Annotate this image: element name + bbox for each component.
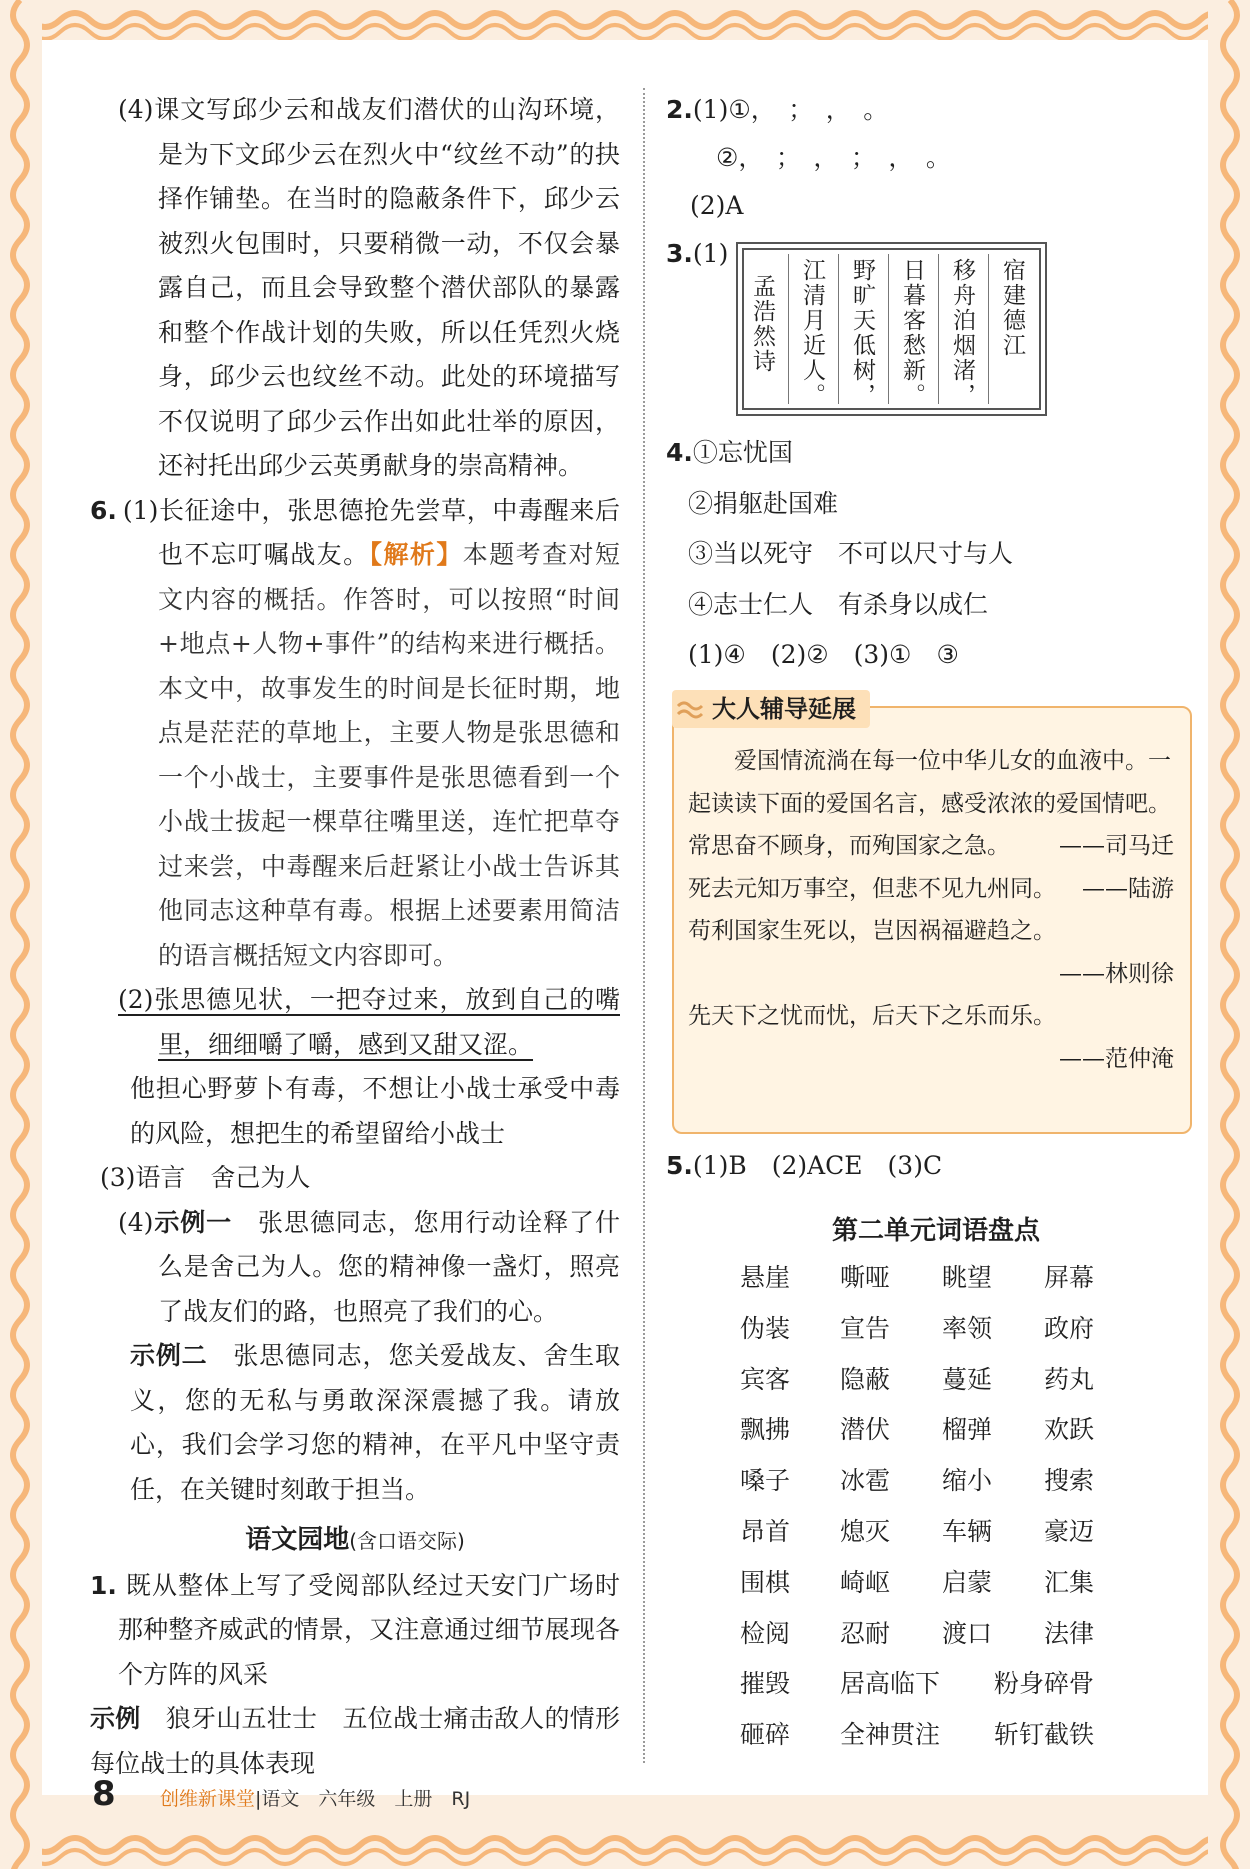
vocab-word: 法律 <box>1044 1618 1095 1648</box>
vocab-word: 悬崖 <box>740 1263 791 1292</box>
analysis-tag: 【解析】 <box>369 540 463 569</box>
column-divider <box>643 88 645 1763</box>
question-number: 1. <box>90 1570 117 1600</box>
vocab-word: 飘拂 <box>740 1415 791 1445</box>
poem-divider <box>938 254 939 404</box>
vocab-grid <box>690 1258 1200 1766</box>
vocab-word: 宾客 <box>740 1364 791 1394</box>
vocab-word: 宣告 <box>840 1313 891 1343</box>
garden-answer-1-example: 示例 狼牙山五壮士 五位战士痛击敌人的情形 每位战士的具体表现 <box>90 1704 645 1778</box>
vocab-word: 摧毁 <box>740 1669 791 1699</box>
extension-title: 大人辅导延展 <box>672 690 870 728</box>
vocab-word: 药丸 <box>1044 1364 1095 1394</box>
wave-icon <box>676 700 708 720</box>
answer-2-line2: ②， ； ， ； ， 。 <box>716 143 951 172</box>
answer-6-2 <box>90 978 620 1067</box>
poem-title: 宿建德江 <box>999 258 1025 358</box>
vocab-word: 缩小 <box>942 1466 993 1496</box>
example-label: 示例二 <box>130 1341 208 1370</box>
quote-3-author: ——林则徐 <box>1059 960 1174 987</box>
poem-box <box>736 242 1047 416</box>
vocab-word: 熄灭 <box>840 1516 891 1546</box>
poem-line: 江清月近人。 <box>799 258 825 408</box>
footer-info: 创维新课堂|语文 六年级 上册 RJ <box>160 1788 471 1810</box>
answer-text: (1)长征途中，张思德抢先尝草，中毒醒来后也不忘叮嘱战友。 <box>122 495 620 569</box>
extension-body <box>688 740 1174 1080</box>
extension-intro: 爱国情流淌在每一位中华儿女的血液中。一起读读下面的爱国名言，感受浓浓的爱国情吧。 <box>688 748 1171 817</box>
vocab-word: 潜伏 <box>840 1415 891 1445</box>
answer-5: 5.(1)B (2)ACE (3)C <box>666 1151 943 1180</box>
left-column <box>90 88 645 1786</box>
vocab-row <box>690 1309 1200 1360</box>
poem-author: 孟浩然诗 <box>749 274 775 374</box>
vocab-word: 居高临下 <box>840 1669 941 1699</box>
vocab-word: 昂首 <box>740 1516 791 1546</box>
quote-4: 先天下之忧而忧，后天下之乐而乐。 <box>688 1003 1056 1029</box>
poem-divider <box>788 254 789 404</box>
brand-name: 创维新课堂 <box>160 1788 256 1810</box>
vocab-row <box>690 1410 1200 1461</box>
vocab-word: 豪迈 <box>1044 1516 1095 1546</box>
vocab-title: 第二单元词语盘点 <box>831 1216 1040 1246</box>
vocab-word: 斩钉截铁 <box>994 1720 1095 1750</box>
quote-2: 死去元知万事空，但悲不见九州同。 ——陆游 <box>688 875 1174 902</box>
example-text: 张思德同志，您用行动诠释了什么是舍己为人。您的精神像一盏灯，照亮了战友们的路，也照亮了我们的心。 <box>158 1207 620 1326</box>
quote-4-author: ——范仲淹 <box>1059 1045 1174 1072</box>
underlined-sentence: (2)张思德见状，一把夺过来，放到自己的嘴里，细细嚼了嚼，感到又甜又涩。 <box>118 985 620 1059</box>
answer-4-line: (1)④ (2)② (3)① ③ <box>688 640 959 669</box>
answer-6-4-example-1 <box>90 1201 620 1335</box>
poem-line: 野旷天低树， <box>849 258 875 408</box>
vocab-word: 忍耐 <box>840 1618 891 1648</box>
vocab-word: 车辆 <box>942 1516 993 1546</box>
page-border-right <box>1208 0 1250 1869</box>
analysis-text: 本题考查对短文内容的概括。作答时，可以按照“时间+地点+人物+事件”的结构来进行概括。本文中，故事发生的时间是长征时期，地点是茫茫的草地上，主要人物是张思德和一个小战士，主要事件是张思德看到一个小战士拔起一棵草往嘴里送，连忙把草夺过来尝，中毒醒来后赶紧让小战士告诉其他同志这种草有毒。根据上述要素用简洁的语言概括短文内容即可。 <box>158 540 620 970</box>
vocab-word: 率领 <box>942 1313 993 1343</box>
vocab-word: 汇集 <box>1044 1567 1095 1597</box>
sub-number: (4) <box>118 1207 154 1237</box>
quote-1: 常思奋不顾身，而殉国家之急。 ——司马迁 <box>688 833 1174 859</box>
vocab-word: 嗓子 <box>740 1466 791 1496</box>
vocab-word: 榴弹 <box>942 1415 993 1445</box>
vocab-word: 眺望 <box>942 1263 993 1292</box>
answer-6-3: (3)语言 舍己为人 <box>100 1163 311 1192</box>
poem-line: 移舟泊烟渚， <box>949 258 975 408</box>
vocab-word: 嘶哑 <box>840 1263 891 1292</box>
vocab-word: 冰雹 <box>840 1466 891 1496</box>
answer-6-2-explain: 他担心野萝卜有毒，不想让小战士承受中毒的风险，想把生的希望留给小战士 <box>130 1074 620 1148</box>
example-text: 张思德同志，您关爱战友、舍生取义，您的无私与勇敢深深震撼了我。请放心，我们会学习您的精神，在平凡中坚守责任，在关键时刻敢于担当。 <box>130 1341 620 1504</box>
poem-divider <box>988 254 989 404</box>
answer-4 <box>666 428 1186 681</box>
vocab-word: 欢跃 <box>1044 1415 1095 1445</box>
answer-2-line1: 2.(1)①， ； ， 。 <box>666 95 889 124</box>
vocab-word: 粉身碎骨 <box>994 1669 1095 1699</box>
answer-5-4: (4)课文写邱少云和战友们潜伏的山沟环境，是为下文邱少云在烈火中“纹丝不动”的抉择作铺垫。在当时的隐蔽条件下，邱少云被烈火包围时，只要稍微一动，不仅会暴露自己，而且会导致整个潜伏部队的暴露和整个作战计划的失败，所以任凭烈火烧身，邱少云也纹丝不动。此处的环境描写不仅说明了邱少云作出如此壮举的原因，还衬托出邱少云英勇献身的崇高精神。 <box>118 95 620 480</box>
page-border-left <box>0 0 42 1869</box>
vocab-word: 全神贯注 <box>840 1720 941 1750</box>
vocab-word: 搜索 <box>1044 1466 1095 1496</box>
answer-4-line: ②捐躯赴国难 <box>688 488 839 518</box>
vocab-row <box>690 1715 1200 1766</box>
section-title-garden: 语文园地(含口语交际) <box>245 1525 465 1555</box>
vocab-word: 渡口 <box>942 1618 993 1648</box>
question-number: 6. <box>90 495 117 525</box>
vocab-row <box>690 1563 1200 1614</box>
vocab-word: 伪装 <box>740 1313 791 1343</box>
example-label: 示例一 <box>153 1207 233 1237</box>
answer-4-line: ④志士仁人 有杀身以成仁 <box>688 589 989 619</box>
vocab-word: 围棋 <box>740 1567 791 1597</box>
answer-2-line3: (2)A <box>690 191 744 220</box>
quote-3: 苟利国家生死以，岂因祸福避趋之。 <box>688 918 1056 944</box>
page-border-top <box>0 0 1250 40</box>
poem-divider <box>838 254 839 404</box>
answer-6-4-example-2 <box>90 1334 620 1512</box>
vocab-row <box>690 1614 1200 1665</box>
answer-6-1 <box>90 489 620 979</box>
vocab-word: 隐蔽 <box>840 1364 891 1394</box>
answer-4-line: 4.①忘忧国 <box>666 438 793 467</box>
page-number: 8 <box>92 1774 116 1814</box>
vocab-word: 蔓延 <box>942 1364 993 1394</box>
vocab-row <box>690 1512 1200 1563</box>
answer-3: 3.(1) <box>666 239 729 268</box>
vocab-word: 崎岖 <box>840 1567 891 1597</box>
garden-answer-1: 1. 既从整体上写了受阅部队经过天安门广场时那种整齐威武的情景，又注意通过细节展现各个方阵的风采 <box>90 1570 620 1689</box>
vocab-word: 砸碎 <box>740 1720 791 1750</box>
vocab-row <box>690 1664 1200 1715</box>
answer-4-line: ③当以死守 不可以尺寸与人 <box>688 539 1014 568</box>
vocab-row <box>690 1461 1200 1512</box>
vocab-row <box>690 1360 1200 1411</box>
vocab-word: 检阅 <box>740 1618 791 1648</box>
vocab-word: 政府 <box>1044 1313 1095 1343</box>
vocab-word: 启蒙 <box>942 1567 993 1597</box>
poem-divider <box>888 254 889 404</box>
vocab-word: 屏幕 <box>1044 1263 1095 1292</box>
poem-line: 日暮客愁新。 <box>899 258 925 408</box>
vocab-row <box>690 1258 1200 1309</box>
